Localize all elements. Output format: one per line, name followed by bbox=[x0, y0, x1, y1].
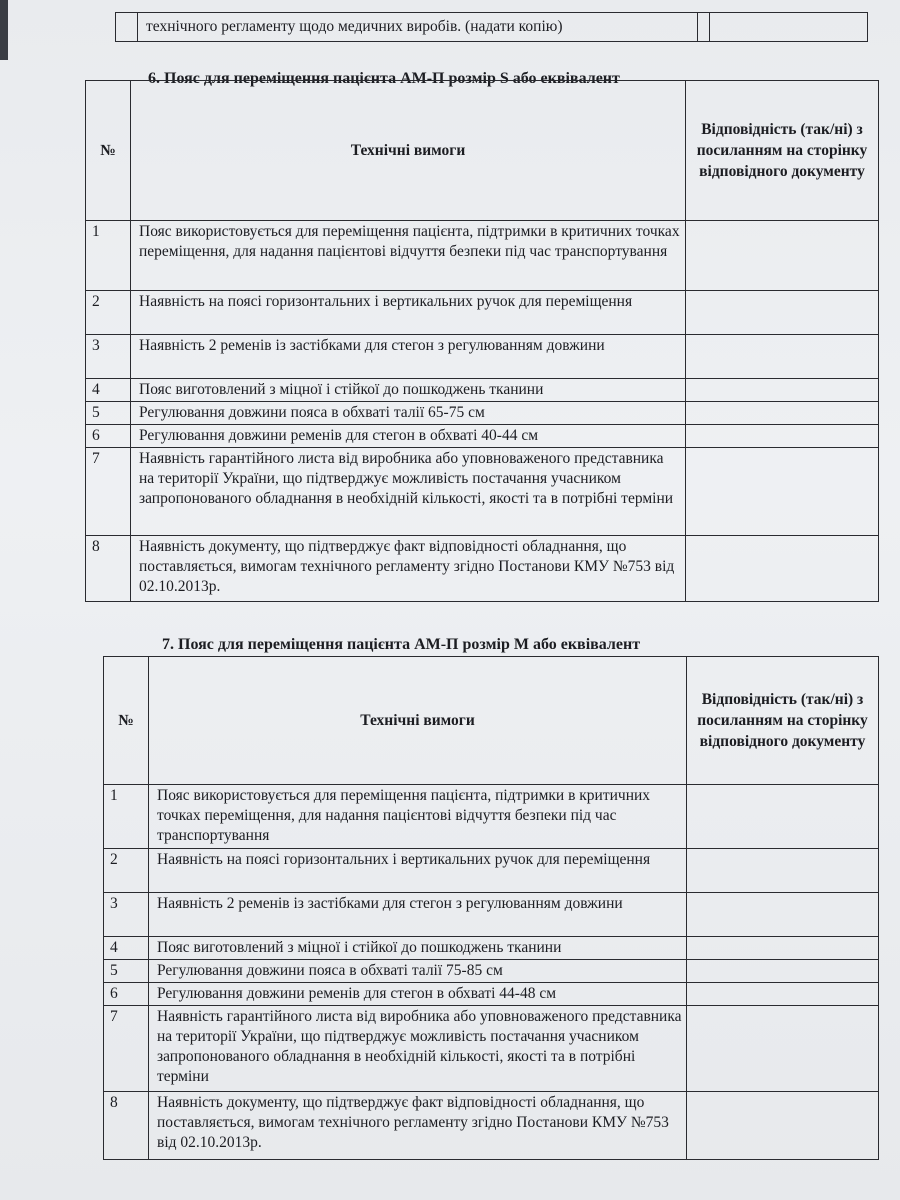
s6-row-text: Регулювання довжини пояса в обхваті талії 65-75 см bbox=[131, 402, 686, 425]
s7-row-answer[interactable] bbox=[687, 1092, 879, 1160]
s7-row-num: 8 bbox=[104, 1092, 149, 1160]
s6-row-answer[interactable] bbox=[686, 335, 879, 379]
s7-row-text: Наявність гарантійного листа від виробника або уповноваженого представника на території України, що підтверджує можливість постачання учасником запропонованого обладнання в необхідній кількості, якості та в потрібні терміни bbox=[149, 1006, 687, 1092]
section-6-title: 6. Пояс для переміщення пацієнта АМ-П розмір S або еквівалент bbox=[148, 70, 620, 87]
s7-row-text: Пояс використовується для переміщення пацієнта, підтримки в критичних точках переміщення, для надання пацієнтові відчуття безпеки під час транспортування bbox=[149, 785, 687, 849]
s6-row-answer[interactable] bbox=[686, 425, 879, 448]
s6-row-text: Регулювання довжини ременів для стегон в обхваті 40-44 см bbox=[131, 425, 686, 448]
s7-row-text: Пояс виготовлений з міцної і стійкої до пошкоджень тканини bbox=[149, 937, 687, 960]
s6-row-text: Пояс використовується для переміщення пацієнта, підтримки в критичних точках переміщення, для надання пацієнтові відчуття безпеки під час транспортування bbox=[131, 221, 686, 291]
s6-row-answer[interactable] bbox=[686, 221, 879, 291]
s7-row-num: 2 bbox=[104, 849, 149, 893]
s7-row-answer[interactable] bbox=[687, 983, 879, 1006]
s6-row-answer[interactable] bbox=[686, 402, 879, 425]
s6-row-text: Пояс виготовлений з міцної і стійкої до пошкоджень тканини bbox=[131, 379, 686, 402]
s6-header-requirements: Технічні вимоги bbox=[131, 81, 686, 221]
s7-row-answer[interactable] bbox=[687, 849, 879, 893]
s6-row-text: Наявність документу, що підтверджує факт відповідності обладнання, що поставляється, вимогам технічного регламенту згідно Постанови КМУ №753 від 02.10.2013р. bbox=[131, 536, 686, 602]
s6-row-num: 8 bbox=[86, 536, 131, 602]
previous-table-fragment bbox=[115, 12, 868, 42]
s6-row-answer[interactable] bbox=[686, 379, 879, 402]
s7-row-num: 6 bbox=[104, 983, 149, 1006]
s7-row-answer[interactable] bbox=[687, 785, 879, 849]
s6-row-answer[interactable] bbox=[686, 448, 879, 536]
s6-row-text: Наявність гарантійного листа від виробника або уповноваженого представника на території України, що підтверджує можливість постачання учасником запропонованого обладнання в необхідній кількості, якості та в потрібні терміни bbox=[131, 448, 686, 536]
s7-row-num: 1 bbox=[104, 785, 149, 849]
prev-gap-cell bbox=[698, 13, 710, 42]
s7-row-num: 7 bbox=[104, 1006, 149, 1092]
s7-row-answer[interactable] bbox=[687, 1006, 879, 1092]
s6-row-num: 3 bbox=[86, 335, 131, 379]
s6-header-compliance: Відповідність (так/ні) з посиланням на сторінку відповідного документу bbox=[686, 81, 879, 221]
prev-num-cell bbox=[116, 13, 138, 42]
section-7-table bbox=[103, 656, 879, 1160]
s6-row-answer[interactable] bbox=[686, 536, 879, 602]
s7-row-num: 5 bbox=[104, 960, 149, 983]
s6-row-text: Наявність на поясі горизонтальних і вертикальних ручок для переміщення bbox=[131, 291, 686, 335]
s6-row-num: 4 bbox=[86, 379, 131, 402]
s7-header-compliance: Відповідність (так/ні) з посиланням на сторінку відповідного документу bbox=[687, 657, 879, 785]
s7-row-num: 3 bbox=[104, 893, 149, 937]
s6-row-text: Наявність 2 ременів із застібками для стегон з регулюванням довжини bbox=[131, 335, 686, 379]
s7-row-text: Регулювання довжини пояса в обхваті талії 75-85 см bbox=[149, 960, 687, 983]
s6-row-num: 2 bbox=[86, 291, 131, 335]
s6-row-num: 6 bbox=[86, 425, 131, 448]
page-edge-shadow bbox=[0, 0, 8, 60]
s6-row-num: 7 bbox=[86, 448, 131, 536]
s7-row-num: 4 bbox=[104, 937, 149, 960]
s7-header-requirements: Технічні вимоги bbox=[149, 657, 687, 785]
s7-row-answer[interactable] bbox=[687, 893, 879, 937]
s7-row-text: Наявність 2 ременів із застібками для стегон з регулюванням довжини bbox=[149, 893, 687, 937]
s7-row-text: Наявність на поясі горизонтальних і вертикальних ручок для переміщення bbox=[149, 849, 687, 893]
s6-row-num: 1 bbox=[86, 221, 131, 291]
s7-row-answer[interactable] bbox=[687, 960, 879, 983]
s7-row-text: Наявність документу, що підтверджує факт відповідності обладнання, що поставляється, вимогам технічного регламенту згідно Постанови КМУ №753 від 02.10.2013р. bbox=[149, 1092, 687, 1160]
s6-header-num: № bbox=[86, 81, 131, 221]
s6-row-num: 5 bbox=[86, 402, 131, 425]
section-6-table bbox=[85, 80, 879, 602]
section-7-title: 7. Пояс для переміщення пацієнта АМ-П розмір M або еквівалент bbox=[162, 636, 641, 653]
s7-row-text: Регулювання довжини ременів для стегон в обхваті 44-48 см bbox=[149, 983, 687, 1006]
prev-req-cell: технічного регламенту щодо медичних виробів. (надати копію) bbox=[138, 13, 698, 42]
s7-header-num: № bbox=[104, 657, 149, 785]
s7-row-answer[interactable] bbox=[687, 937, 879, 960]
prev-answer-cell bbox=[710, 13, 868, 42]
s6-row-answer[interactable] bbox=[686, 291, 879, 335]
